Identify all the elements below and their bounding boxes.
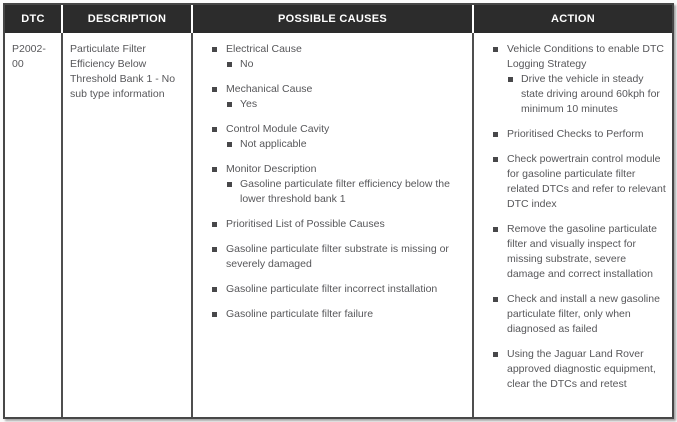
action-text: Check and install a new gasoline particulate filter, only when diagnosed as failed	[507, 293, 660, 335]
dtc-description: Particulate Filter Efficiency Below Threshold Bank 1 - No sub type information	[70, 43, 176, 100]
bullet-square-icon	[212, 167, 217, 172]
possible-cause-item	[200, 282, 466, 297]
action-text: Prioritised Checks to Perform	[507, 128, 644, 140]
action-item	[481, 292, 666, 337]
bullet-square-icon	[212, 312, 217, 317]
possible-cause-text: Gasoline particulate filter failure	[226, 308, 374, 320]
possible-cause-text: Gasoline particulate filter incorrect installation	[226, 283, 438, 295]
possible-cause-item	[200, 242, 466, 272]
cell-possible-causes	[191, 33, 472, 417]
possible-cause-text: Mechanical Cause	[226, 83, 313, 95]
possible-cause-text: Gasoline particulate filter substrate is missing or severely damaged	[226, 243, 449, 270]
possible-cause-text: Control Module Cavity	[226, 123, 330, 135]
bullet-square-icon	[212, 47, 217, 52]
column-header-action: ACTION	[472, 5, 672, 33]
possible-cause-item	[200, 82, 466, 97]
bullet-square-icon	[493, 227, 498, 232]
bullet-square-icon	[493, 352, 498, 357]
possible-cause-text: Prioritised List of Possible Causes	[226, 218, 385, 230]
column-header-dtc: DTC	[21, 13, 45, 25]
possible-cause-text: Monitor Description	[226, 163, 317, 175]
action-text: Using the Jaguar Land Rover approved diagnostic equipment, clear the DTCs and retest	[507, 348, 656, 390]
action-item	[481, 127, 666, 142]
possible-cause-item	[200, 217, 466, 232]
possible-cause-text: Not applicable	[240, 138, 307, 150]
possible-cause-item	[200, 177, 466, 207]
bullet-square-icon	[493, 157, 498, 162]
cell-dtc-code	[5, 33, 61, 417]
table-header-row	[5, 5, 672, 33]
bullet-square-icon	[227, 62, 232, 67]
bullet-square-icon	[212, 222, 217, 227]
bullet-square-icon	[212, 287, 217, 292]
action-item	[481, 152, 666, 212]
possible-cause-text: Yes	[240, 98, 258, 110]
action-item	[481, 72, 666, 117]
action-item	[481, 347, 666, 392]
bullet-square-icon	[493, 297, 498, 302]
bullet-square-icon	[212, 247, 217, 252]
possible-cause-item	[200, 122, 466, 137]
table-row	[5, 33, 672, 417]
possible-cause-item	[200, 162, 466, 177]
cell-description	[61, 33, 191, 417]
bullet-square-icon	[212, 87, 217, 92]
action-item	[481, 222, 666, 282]
dtc-code: P2002-00	[12, 43, 46, 70]
column-header-possible-causes: POSSIBLE CAUSES	[191, 5, 472, 33]
cell-action	[472, 33, 672, 417]
bullet-square-icon	[493, 132, 498, 137]
possible-cause-item	[200, 57, 466, 72]
bullet-square-icon	[227, 182, 232, 187]
bullet-square-icon	[227, 102, 232, 107]
possible-cause-item	[200, 307, 466, 322]
possible-cause-text: Gasoline particulate filter efficiency below the lower threshold bank 1	[240, 178, 450, 205]
possible-cause-item	[200, 97, 466, 112]
action-text: Remove the gasoline particulate filter and visually inspect for missing substrate, severe damage and correct installation	[507, 223, 658, 280]
action-text: Vehicle Conditions to enable DTC Logging Strategy	[507, 43, 665, 70]
action-text: Check powertrain control module for gasoline particulate filter related DTCs and refer to relevant DTC index	[507, 153, 666, 210]
action-text: Drive the vehicle in steady state driving around 60kph for minimum 10 minutes	[521, 73, 660, 115]
dtc-table	[3, 3, 674, 419]
possible-cause-text: Electrical Cause	[226, 43, 302, 55]
bullet-square-icon	[212, 127, 217, 132]
action-item	[481, 42, 666, 72]
possible-cause-item	[200, 137, 466, 152]
possible-cause-item	[200, 42, 466, 57]
bullet-square-icon	[227, 142, 232, 147]
possible-cause-text: No	[240, 58, 254, 70]
bullet-square-icon	[508, 77, 513, 82]
bullet-square-icon	[493, 47, 498, 52]
column-header-description: DESCRIPTION	[61, 5, 191, 33]
